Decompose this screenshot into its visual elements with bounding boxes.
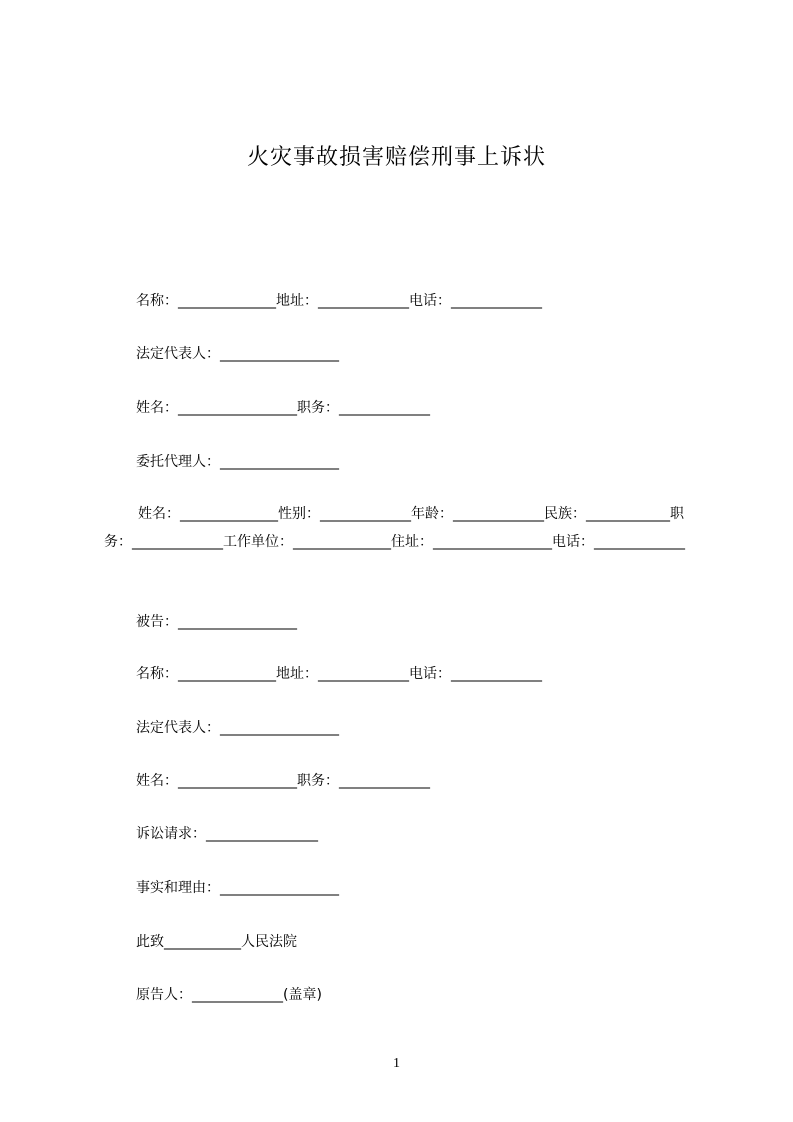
defendant: 被告：_________________ <box>136 614 297 630</box>
plaintiff-agent: 委托代理人：_________________ <box>136 454 339 470</box>
agent-details: 姓名：______________性别：_____________年龄：_____________民族：____________职务：_____________工作单位：______________住址：_________________电话：_____________ <box>104 506 685 550</box>
claims: 诉讼请求：________________ <box>136 826 318 842</box>
facts-and-reasons: 事实和理由：_________________ <box>136 880 339 896</box>
plaintiff-legal-representative: 法定代表人：_________________ <box>136 346 339 362</box>
document-title: 火灾事故损害赔偿刑事上诉状 <box>246 145 546 170</box>
page-number: 1 <box>393 1056 400 1071</box>
defendant-name-address-phone: 名称：______________地址：_____________电话：_____________ <box>136 666 542 682</box>
defendant-rep-name-position: 姓名：_________________职务：_____________ <box>136 773 430 789</box>
plaintiff-rep-name-position: 姓名：_________________职务：_____________ <box>136 400 430 416</box>
defendant-legal-representative: 法定代表人：_________________ <box>136 720 339 736</box>
addressee-court: 此致___________人民法院 <box>136 934 297 950</box>
plaintiff-signature: 原告人：_____________(盖章) <box>136 987 322 1003</box>
plaintiff-name-address-phone: 名称：______________地址：_____________电话：_____________ <box>136 293 542 309</box>
